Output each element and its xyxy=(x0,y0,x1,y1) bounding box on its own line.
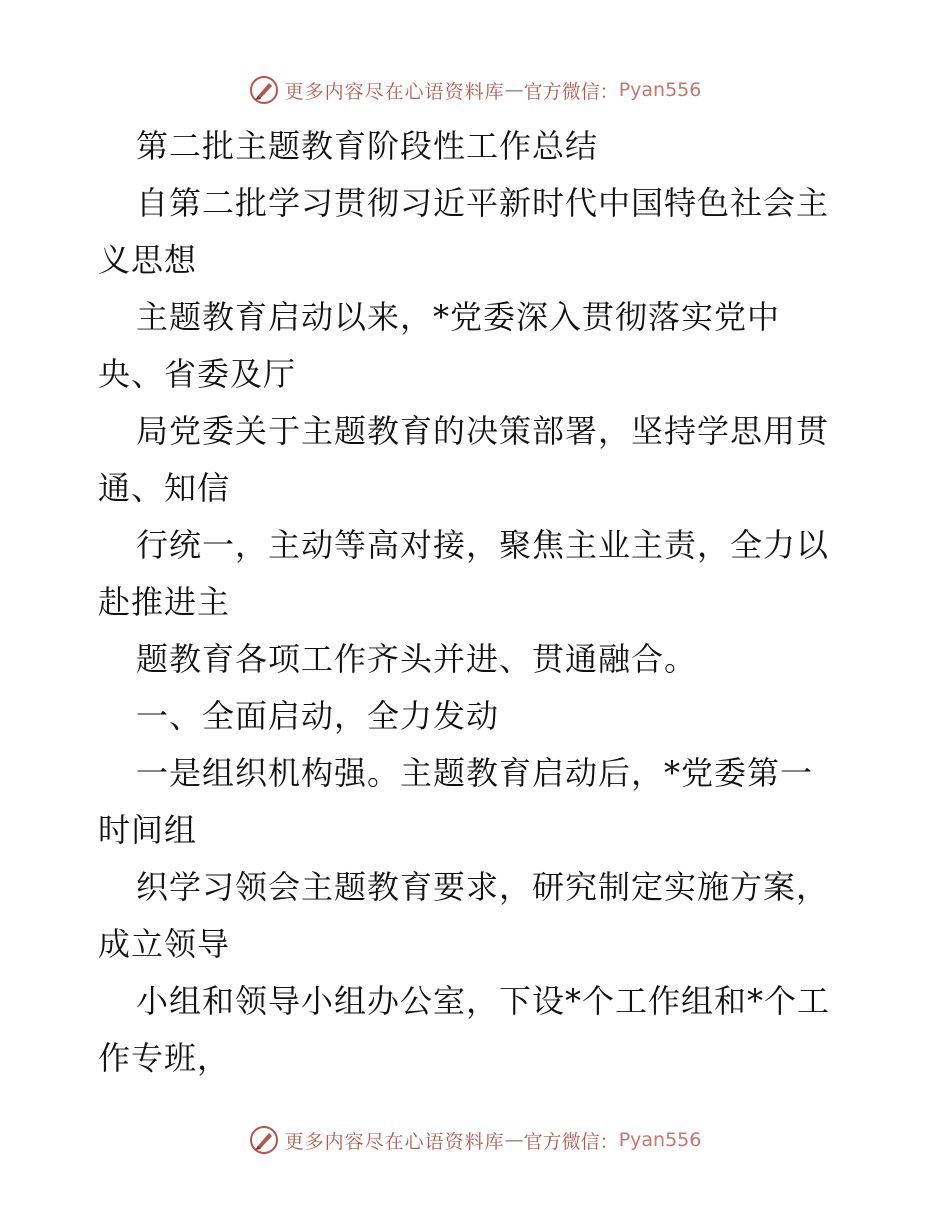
pen-logo-icon xyxy=(249,75,279,105)
header-watermark xyxy=(0,70,950,110)
text-line: 义思想 xyxy=(98,241,198,279)
text-line: 作专班， xyxy=(98,1039,231,1077)
text-line: 小组和领导小组办公室，下设*个工作组和*个工 xyxy=(136,982,831,1020)
text-line: 织学习领会主题教育要求，研究制定实施方案， xyxy=(136,868,830,906)
text-line: 题教育各项工作齐头并进、贯通融合。 xyxy=(136,640,698,678)
watermark-dash: — xyxy=(504,79,524,101)
watermark-main-text: 更多内容尽在心语资料库 xyxy=(284,80,505,103)
text-line: 通、知信 xyxy=(98,469,231,507)
text-line: 局党委关于主题教育的决策部署，坚持学思用贯 xyxy=(136,412,830,450)
footer-watermark xyxy=(0,1120,950,1160)
watermark-side-text: 官方微信： xyxy=(523,1130,619,1153)
text-line: 行统一，主动等高对接，聚焦主业主责，全力以 xyxy=(136,526,830,564)
watermark-main-text: 更多内容尽在心语资料库 xyxy=(284,1130,505,1153)
text-line: 赴推进主 xyxy=(98,583,231,621)
watermark-id: Pyan556 xyxy=(618,79,702,101)
watermark-side-text: 官方微信： xyxy=(523,80,619,103)
pen-logo-icon xyxy=(249,1125,279,1155)
text-line: 一是组织机构强。主题教育启动后，*党委第一 xyxy=(136,754,814,792)
text-line: 一、全面启动，全力发动 xyxy=(136,697,500,735)
document-body xyxy=(98,118,858,1087)
text-line: 央、省委及厅 xyxy=(98,355,297,393)
text-line: 自第二批学习贯彻习近平新时代中国特色社会主 xyxy=(136,184,830,222)
text-line: 第二批主题教育阶段性工作总结 xyxy=(136,127,599,165)
text-line: 主题教育启动以来，*党委深入贯彻落实党中 xyxy=(136,298,781,336)
text-line: 时间组 xyxy=(98,811,198,849)
text-line: 成立领导 xyxy=(98,925,231,963)
watermark-dash: — xyxy=(504,1129,524,1151)
watermark-id: Pyan556 xyxy=(618,1129,702,1151)
